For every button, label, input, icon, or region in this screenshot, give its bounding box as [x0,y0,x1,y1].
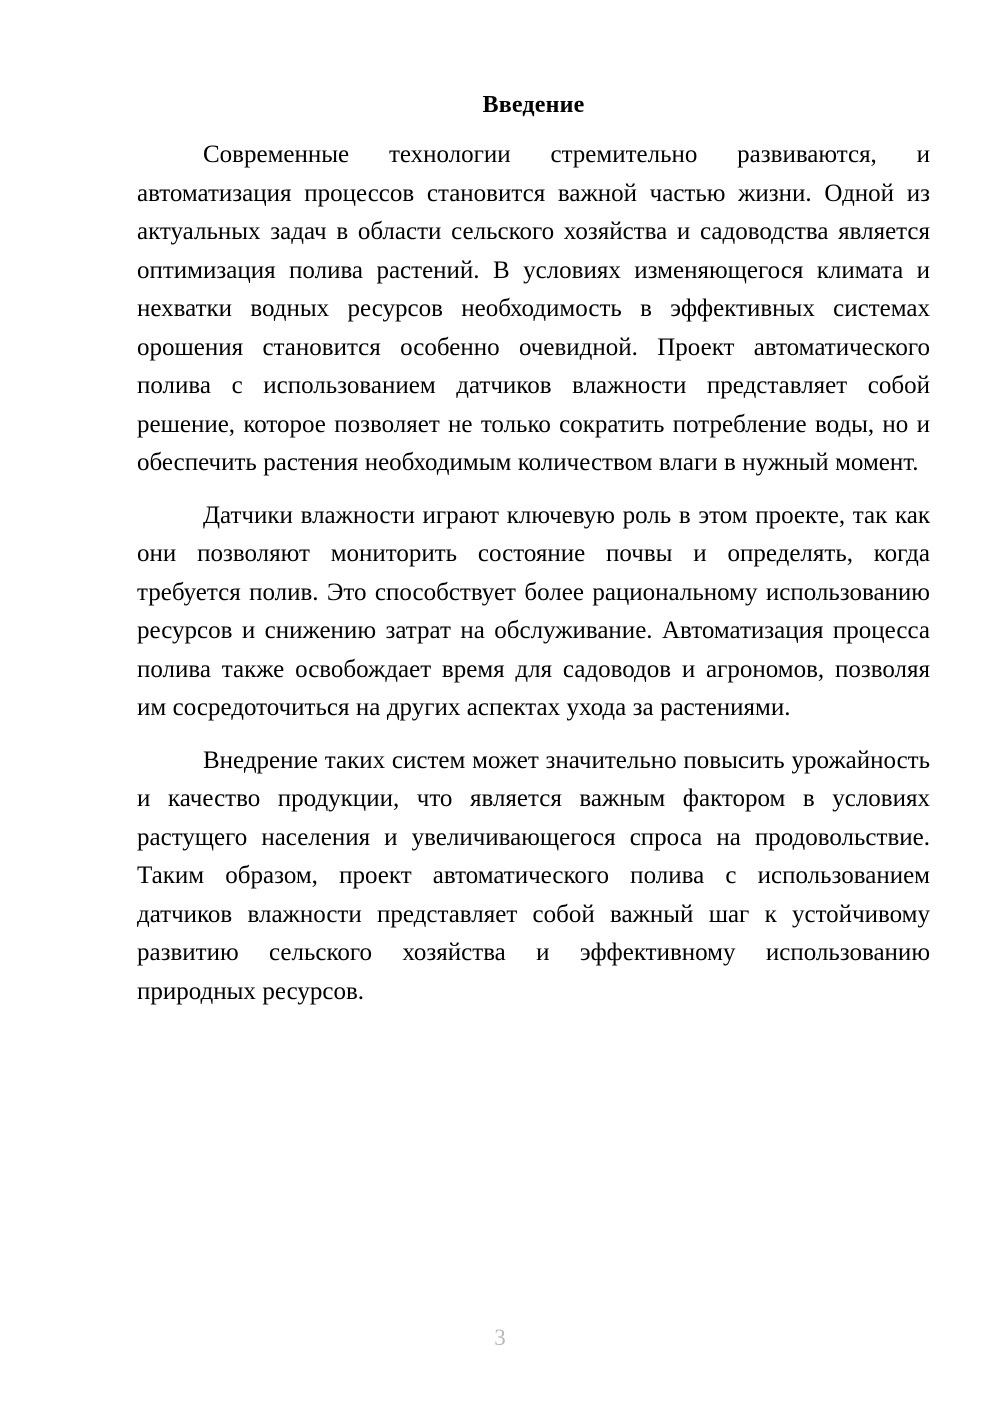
page-content [137,90,930,1011]
paragraph-1: Современные технологии стремительно развиваются, и автоматизация процессов становится важной частью жизни. Одной из актуальных задач в области сельского хозяйства и садоводства является оптимизация полива растений. В условиях изменяющегося климата и нехватки водных ресурсов необходимость в эффективных системах орошения становится особенно очевидной. Проект автоматического полива с использованием датчиков влажности представляет собой решение, которое позволяет не только сократить потребление воды, но и обеспечить растения необходимым количеством влаги в нужный момент. [137,141,930,476]
page-number: 3 [494,1325,506,1350]
page-title: Введение [482,92,585,118]
paragraph-3: Внедрение таких систем может значительно повысить урожайность и качество продукции, что является важным фактором в условиях растущего населения и увеличивающегося спроса на продовольствие. Таким образом, проект автоматического полива с использованием датчиков влажности представляет собой важный шаг к устойчивому развитию сельского хозяйства и эффективному использованию природных ресурсов. [137,746,930,1005]
paragraph-2: Датчики влажности играют ключевую роль в этом проекте, так как они позволяют мониторить состояние почвы и определять, когда требуется полив. Это способствует более рациональному использованию ресурсов и снижению затрат на обслуживание. Автоматизация процесса полива также освобождает время для садоводов и агрономов, позволяя им сосредоточиться на других аспектах ухода за растениями. [137,501,930,721]
